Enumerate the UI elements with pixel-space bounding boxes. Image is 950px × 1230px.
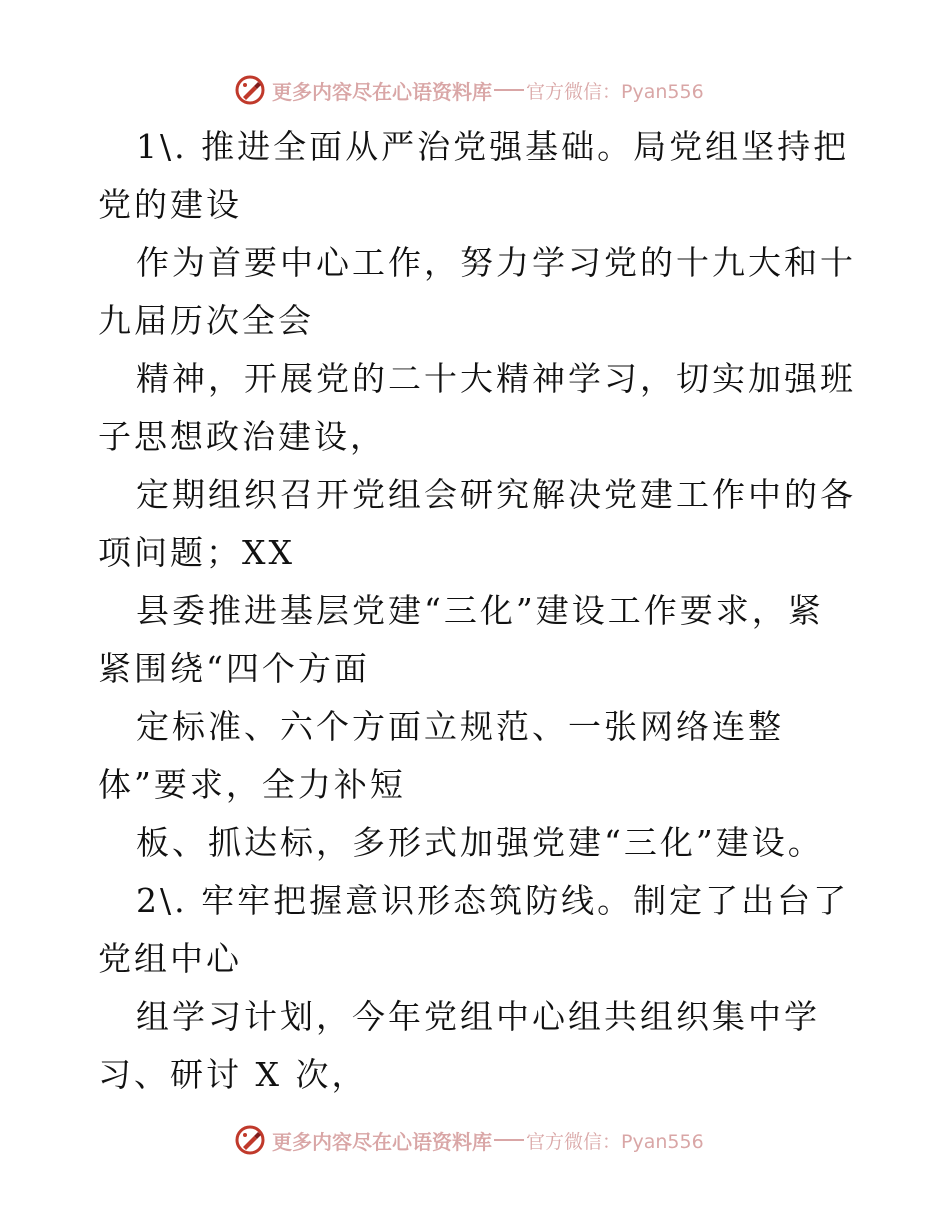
paragraph-6: 定标准、六个方面立规范、一张网络连整体”要求，全力补短 [98,707,784,804]
paragraph-4: 定期组织召开党组会研究解决党建工作中的各项问题；XX [98,475,856,572]
pen-logo-icon [234,74,266,106]
watermark-footer [234,1122,704,1158]
watermark-dash [494,1139,524,1141]
paragraph-8: 2\. 牢牢把握意识形态筑防线。制定了出台了党组中心 [98,881,850,978]
watermark-contact: 官方微信：Pyan556 [526,80,704,103]
watermark-dash [494,89,524,91]
paragraph-2: 作为首要中心工作，努力学习党的十九大和十九届历次全会 [98,243,856,340]
watermark-brand: 更多内容尽在心语资料库 [272,1129,492,1154]
watermark-brand: 更多内容尽在心语资料库 [272,79,492,104]
pen-logo-icon [234,1124,266,1156]
watermark-contact: 官方微信：Pyan556 [526,1130,704,1153]
paragraph-5: 县委推进基层党建“三化”建设工作要求，紧紧围绕“四个方面 [98,591,824,688]
paragraph-9: 组学习计划，今年党组中心组共组织集中学习、研讨 X 次， [98,997,820,1094]
paragraph-3: 精神，开展党的二十大精神学习，切实加强班子思想政治建设， [98,359,856,456]
paragraph-1: 1\. 推进全面从严治党强基础。局党组坚持把党的建设 [98,127,850,224]
document-body [98,118,858,1104]
watermark-header [234,72,704,108]
paragraph-7: 板、抓达标，多形式加强党建“三化”建设。 [136,823,824,862]
